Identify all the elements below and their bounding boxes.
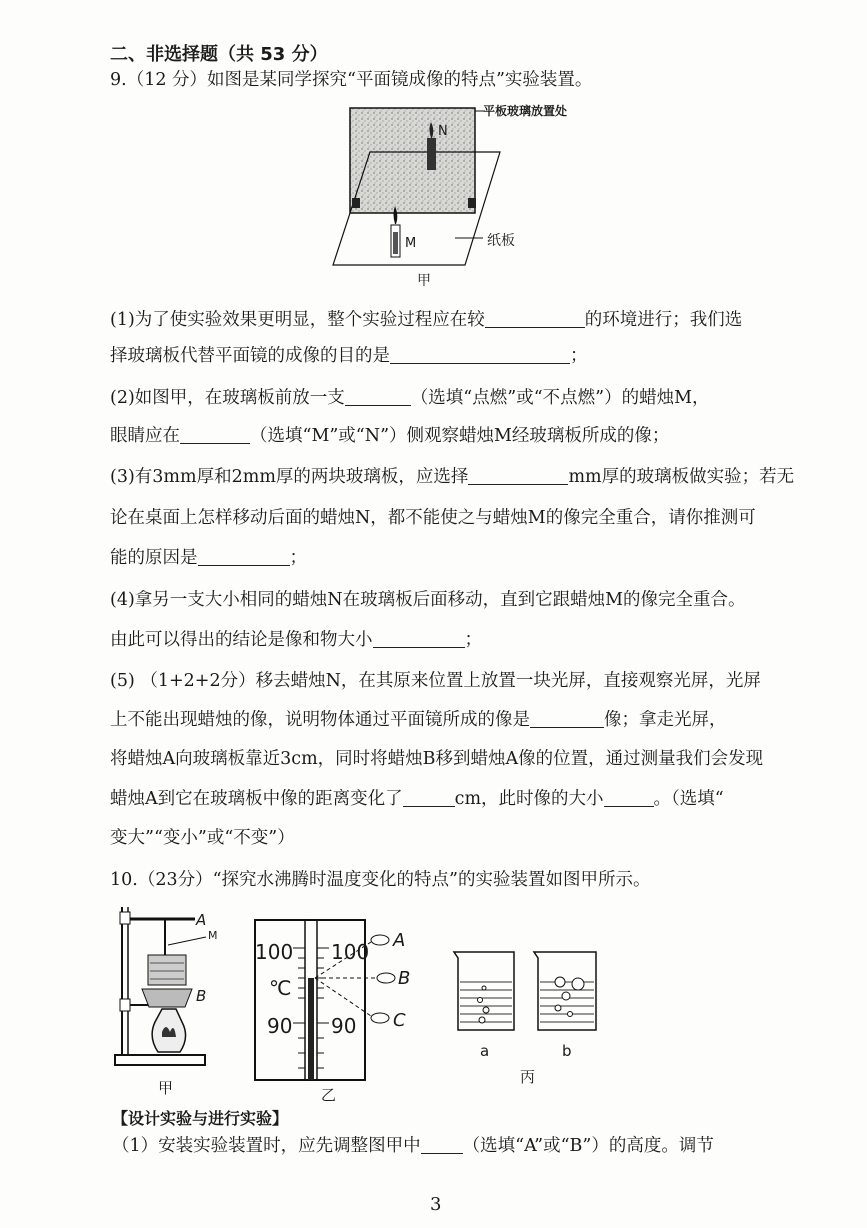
q9-p2-text-d: （选填“M”或“N”）侧观察蜡烛M经玻璃板所成的像；: [250, 426, 670, 446]
q9-part1-line2: [110, 342, 588, 367]
design-title: 【设计实验与进行实验】: [112, 1109, 289, 1128]
figure-caption-jia: 甲: [417, 273, 431, 289]
bing-beaker-a-label: a: [480, 1042, 490, 1060]
q9-p1-blank1[interactable]: [485, 309, 585, 328]
q9-p2-text-b: （选填“点燃”或“不点燃”）的蜡烛M，: [410, 388, 710, 408]
q10-design1-line: [112, 1132, 714, 1157]
q10-d1-text-a: （1）安装实验装置时，应先调整图甲中: [112, 1136, 421, 1156]
q9-part3-line2: 论在桌面上怎样移动后面的蜡烛N，都不能使之与蜡烛M的像完全重合，请你推测可: [110, 508, 756, 528]
q9-p1-text-b: 的环境进行；我们选: [584, 310, 743, 330]
q9-p2-blank1[interactable]: [345, 387, 411, 406]
q9-p2-blank2[interactable]: [180, 425, 250, 444]
q9-p4-blank[interactable]: [373, 629, 465, 648]
page-number: 3: [430, 1194, 442, 1215]
yi-unit-label: ℃: [269, 976, 292, 1000]
candle-n-label: N: [438, 124, 448, 139]
q9-part4-line2: [110, 626, 482, 651]
q9-p5-blank3[interactable]: [604, 788, 654, 807]
fig-jia-label-m: M: [208, 929, 218, 942]
q9-part5-line3: 将蜡烛A向玻璃板靠近3cm，同时将蜡烛B移到蜡烛A像的位置，通过测量我们会发现: [110, 749, 764, 769]
q9-p5-text-f: cm，此时像的大小: [454, 789, 604, 809]
q9-p5-text-b: 上不能出现蜡烛的像，说明物体通过平面镜所成的像是: [110, 710, 530, 730]
q9-p2-text-c: 眼睛应在: [110, 426, 180, 446]
q9-part5-line1: (5) （1+2+2分）移去蜡烛N，在其原来位置上放置一块光屏，直接观察光屏，光屏: [110, 671, 761, 691]
yi-eye-a-label: A: [393, 930, 406, 951]
q9-p5-text-g: 。（选填“: [653, 789, 724, 809]
q9-p5-blank2[interactable]: [403, 788, 455, 807]
q9-part3-line3: [110, 544, 307, 569]
bing-beaker-b-label: b: [562, 1042, 572, 1060]
fig-jia-caption: 甲: [158, 1079, 174, 1097]
q9-p1-blank2[interactable]: [390, 345, 570, 364]
q10-figure-jia: [110, 897, 230, 1102]
fig-yi-caption: 乙: [321, 1086, 337, 1104]
q9-part5-line2: [110, 706, 727, 731]
q9-p3-text-d: 能的原因是: [110, 548, 198, 568]
yi-eye-c-label: C: [393, 1010, 406, 1031]
fig-jia-label-a: A: [196, 911, 207, 929]
beakers-diagram: [450, 948, 610, 1043]
yi-tick-90-right: 90: [331, 1014, 357, 1038]
q10-header: 10.（23分）“探究水沸腾时温度变化的特点”的实验装置如图甲所示。: [110, 870, 651, 890]
fig-jia-label-b: B: [196, 987, 207, 1005]
q9-p1-text-c: 择玻璃板代替平面镜的成像的目的是: [110, 346, 390, 366]
q9-p3-blank2[interactable]: [198, 547, 290, 566]
q9-p3-text-a: (3)有3mm厚和2mm厚的两块玻璃板，应选择: [110, 467, 469, 487]
q9-part3-line1: [110, 463, 794, 488]
fig-bing-caption: 丙: [520, 1068, 536, 1086]
yi-tick-100-right: 100: [331, 940, 370, 964]
q9-header: 9.（12 分）如图是某同学探究“平面镜成像的特点”实验装置。: [110, 70, 593, 90]
q9-p2-text-a: (2)如图甲，在玻璃板前放一支: [110, 388, 345, 408]
candle-m-label: M: [405, 236, 417, 251]
q9-p4-text-b: 由此可以得出的结论是像和物大小: [110, 630, 373, 650]
yi-eye-b-label: B: [398, 968, 411, 989]
paperboard-label: 纸板: [487, 233, 515, 249]
q9-p5-blank1[interactable]: [530, 709, 604, 728]
q9-p1-text-d: ；: [570, 346, 588, 366]
q9-part1-line1: [110, 306, 742, 331]
q9-p1-text-a: (1)为了使实验效果更明显，整个实验过程应在较: [110, 310, 485, 330]
q9-p3-text-e: ；: [289, 548, 307, 568]
q9-mirror-figure: [325, 100, 585, 290]
q9-p4-text-c: ；: [464, 630, 482, 650]
q9-part2-line2: [110, 422, 669, 447]
q9-p3-text-b: mm厚的玻璃板做实验；若无: [568, 467, 795, 487]
yi-tick-100-left: 100: [255, 940, 294, 964]
q10-d1-blank[interactable]: [421, 1135, 463, 1154]
glass-position-label: 平板玻璃放置处: [483, 104, 568, 118]
section-title: 二、非选择题（共 53 分）: [110, 44, 328, 65]
q9-p5-text-e: 蜡烛A到它在玻璃板中像的距离变化了: [110, 789, 403, 809]
q9-p5-text-c: 像；拿走光屏，: [604, 710, 727, 730]
q9-part2-line1: [110, 384, 710, 409]
q9-part5-line4: [110, 785, 724, 810]
q10-figure-bing: [450, 948, 610, 1098]
q10-d1-text-b: （选填“A”或“B”）的高度。调节: [462, 1136, 714, 1156]
yi-tick-90-left: 90: [267, 1014, 293, 1038]
q9-part5-line5: 变大”“变小”或“不变”）: [110, 828, 295, 848]
q9-part4-line1: (4)拿另一支大小相同的蜡烛N在玻璃板后面移动，直到它跟蜡烛M的像完全重合。: [110, 590, 746, 610]
boiling-apparatus-diagram: [110, 897, 230, 1102]
q10-figure-yi: [253, 918, 428, 1103]
q9-p3-blank1[interactable]: [468, 466, 568, 485]
mirror-apparatus-diagram: [325, 100, 585, 290]
